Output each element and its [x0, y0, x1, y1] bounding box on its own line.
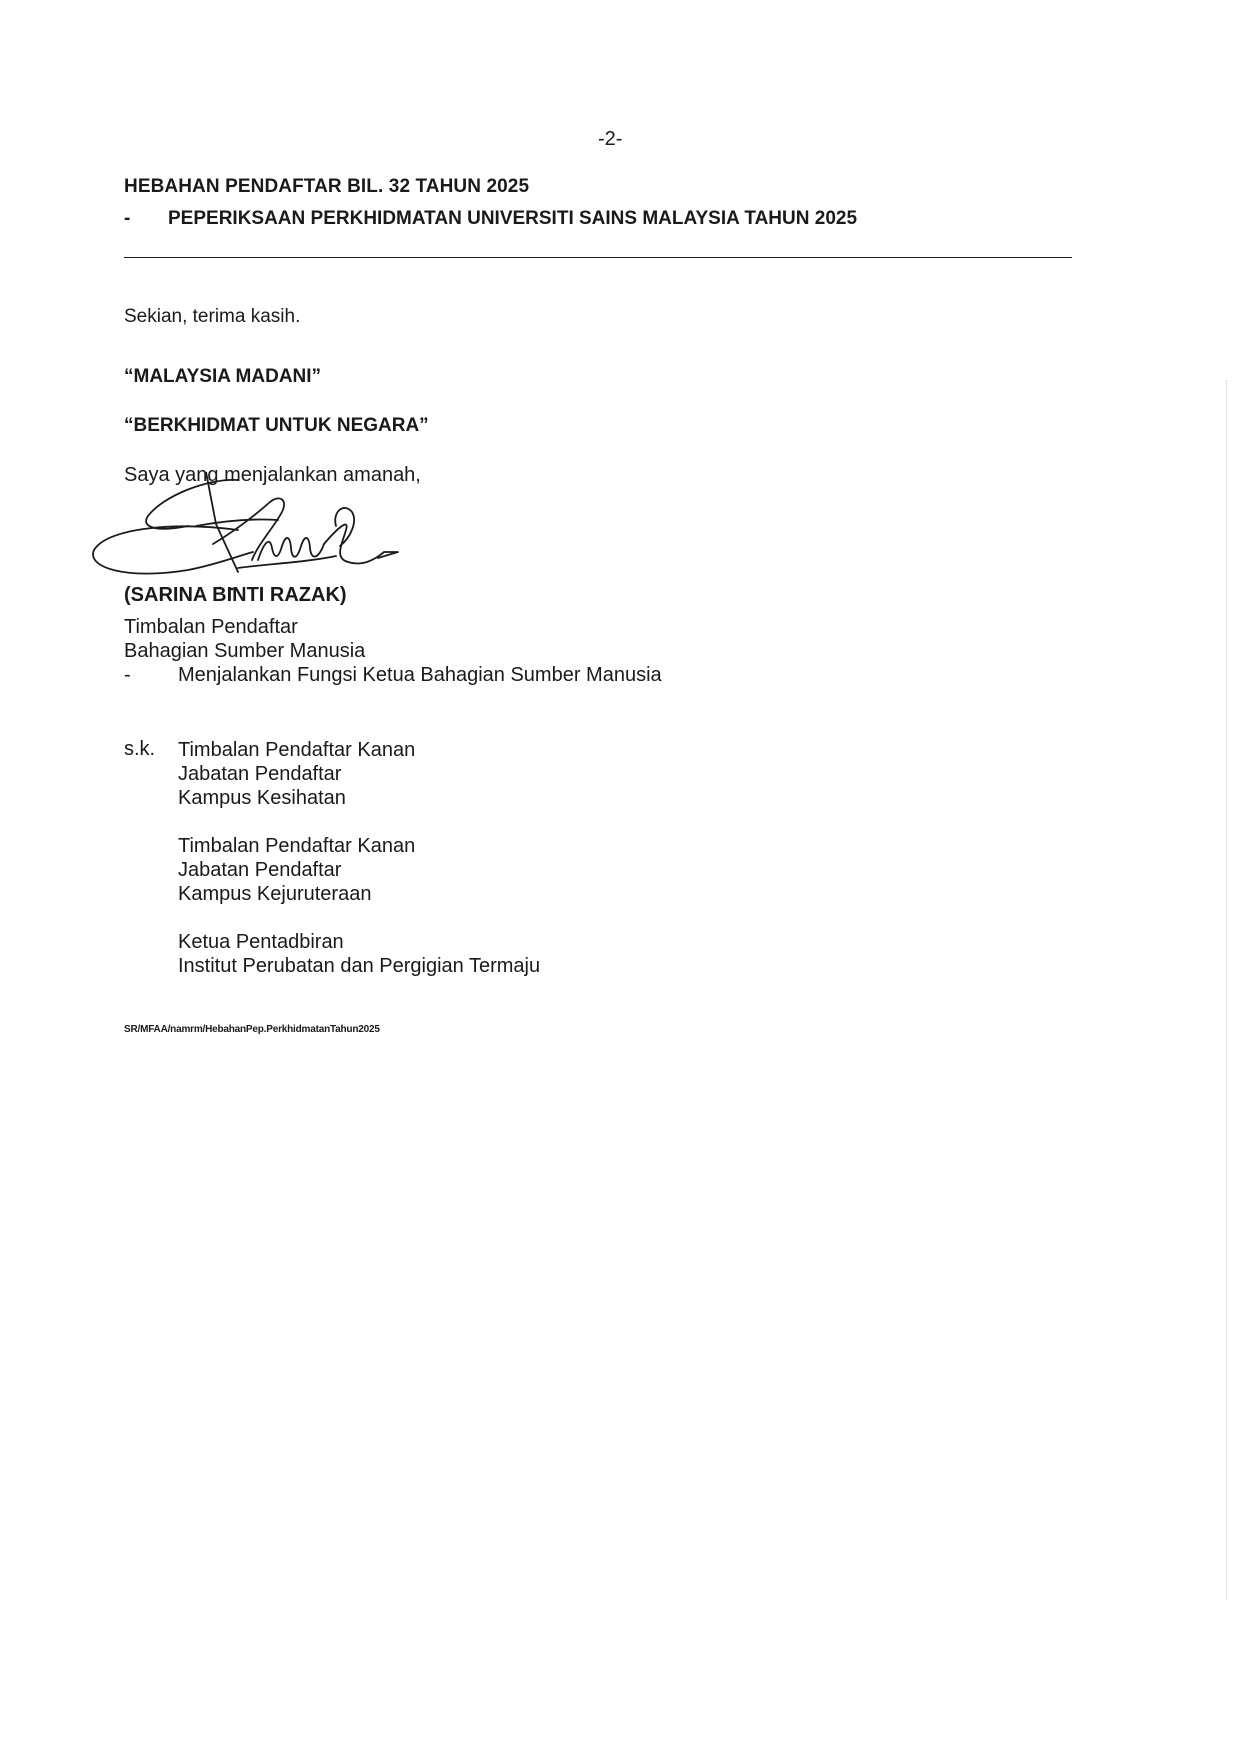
cc-label: s.k.: [124, 738, 156, 760]
cc-recipient-line: Timbalan Pendaftar Kanan: [178, 835, 416, 857]
cc-recipient-line: Timbalan Pendaftar Kanan: [178, 739, 416, 761]
closing-remark: Sekian, terima kasih.: [124, 306, 301, 327]
motto-malaysia-madani: “MALAYSIA MADANI”: [124, 366, 322, 387]
signoff-text: Saya yang menjalankan amanah,: [124, 464, 421, 486]
subject-title: HEBAHAN PENDAFTAR BIL. 32 TAHUN 2025: [124, 176, 530, 197]
document-reference: SR/MFAA/namrm/HebahanPep.PerkhidmatanTahun2025: [124, 1024, 380, 1035]
signer-title: Timbalan Pendaftar: [124, 616, 298, 638]
cc-recipient-1: [178, 738, 415, 810]
signer-division: Bahagian Sumber Manusia: [124, 640, 366, 662]
cc-recipient-line: Institut Perubatan dan Pergigian Termaju: [178, 955, 541, 977]
signer-role: [124, 664, 662, 687]
motto-berkhidmat: “BERKHIDMAT UNTUK NEGARA”: [124, 415, 429, 436]
subject-subtitle-text: PEPERIKSAAN PERKHIDMATAN UNIVERSITI SAINS MALAYSIA TAHUN 2025: [168, 208, 858, 229]
signer-role-dash: -: [124, 664, 131, 686]
cc-recipient-3: [178, 930, 540, 978]
handwritten-signature: [88, 472, 408, 592]
page-number: -2-: [598, 128, 623, 150]
header-divider: [124, 257, 1072, 258]
cc-recipient-line: Jabatan Pendaftar: [178, 763, 342, 785]
signer-role-text: Menjalankan Fungsi Ketua Bahagian Sumber Manusia: [178, 664, 662, 686]
cc-recipient-2: [178, 834, 415, 906]
scan-edge-artifact: [1226, 380, 1228, 1600]
subject-subtitle: [124, 208, 857, 230]
cc-recipient-line: Ketua Pentadbiran: [178, 931, 344, 953]
cc-recipient-line: Kampus Kejuruteraan: [178, 883, 372, 905]
subject-dash: -: [124, 208, 131, 229]
signer-name: (SARINA BINTI RAZAK): [124, 584, 347, 606]
cc-recipient-line: Jabatan Pendaftar: [178, 859, 342, 881]
cc-recipient-line: Kampus Kesihatan: [178, 787, 346, 809]
